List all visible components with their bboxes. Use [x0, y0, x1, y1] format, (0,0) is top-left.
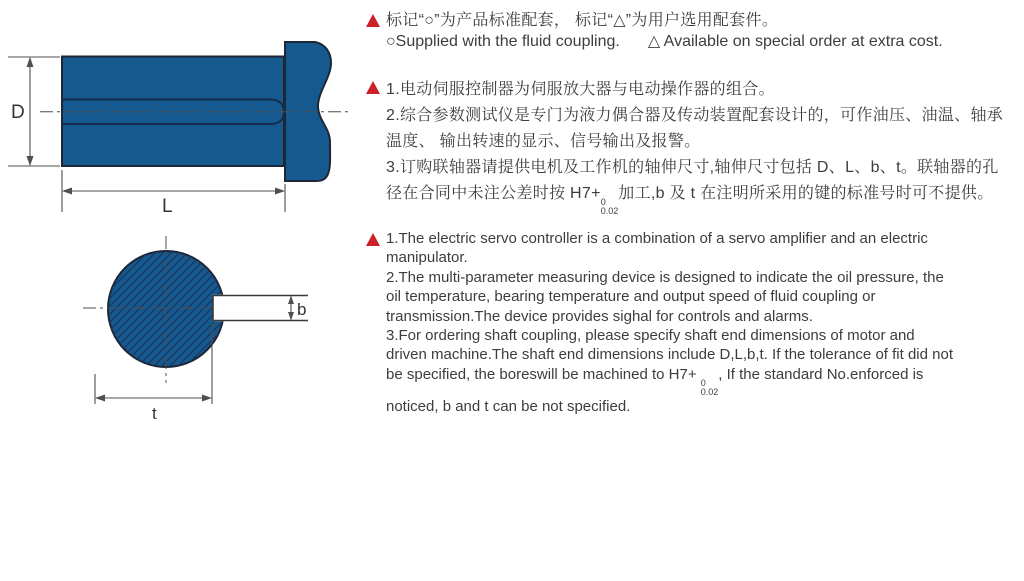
tolerance-stack: [701, 379, 719, 397]
l-arrow-left: [62, 188, 72, 195]
en-note-line-8: [386, 365, 1018, 397]
en-note-line-7: driven machine.The shaft end dimensions include D,L,b,t. If the tolerance of fit did not: [386, 346, 953, 364]
t-arrow-left: [95, 395, 105, 402]
en-note-line-3: 2.The multi-parameter measuring device is designed to indicate the oil pressure, the: [386, 268, 944, 286]
en-note-line-6: 3.For ordering shaft coupling, please specify shaft end dimensions of motor and: [386, 327, 915, 345]
legend-block: [366, 10, 1018, 52]
dimension-label-d: D: [11, 102, 25, 123]
notes-english: [366, 229, 1018, 416]
dimension-label-b: b: [297, 300, 307, 319]
legend-optional-text: △ Available on special order at extra cost.: [647, 33, 943, 50]
red-triangle-icon: [366, 233, 380, 246]
zh-note-line-5-post: 加工,b 及 t 在注明所采用的键的标准号时可不提供。: [618, 185, 994, 202]
dimension-label-t: t: [152, 404, 157, 423]
zh-note-line-2: 2.综合参数测试仪是专门为液力偶合器及传动装置配套设计的，可作油压、油温、轴承: [386, 107, 1004, 124]
tolerance-stack: [601, 198, 619, 216]
shaft-drawing-svg: [0, 0, 360, 440]
tolerance-sub: 0.02: [600, 206, 619, 216]
zh-note-line-3: 温度、 输出转速的显示、信号输出及报警。: [386, 133, 701, 150]
tolerance-sub: 0.02: [700, 386, 719, 397]
shaft-dimension-drawing: [0, 0, 360, 440]
en-note-line-8-post: , If the standard No.enforced is: [718, 365, 924, 383]
en-note-line-2: manipulator.: [386, 249, 468, 267]
notes-chinese: [366, 77, 1018, 216]
legend-row-en: [366, 31, 1018, 52]
legend-row-zh: [366, 10, 1018, 31]
d-arrow-down: [27, 156, 34, 166]
red-triangle-icon: [366, 14, 380, 27]
en-note-row-1: [366, 229, 1018, 416]
d-arrow-up: [27, 57, 34, 67]
dimension-label-l: L: [162, 196, 173, 217]
l-arrow-right: [275, 188, 285, 195]
zh-note-line-4: 3.订购联轴器请提供电机及工作机的轴伸尺寸,轴伸尺寸包括 D、L、b、t。联轴器的孔: [386, 159, 999, 176]
zh-note-line-5-pre: 径在合同中未注公差时按 H7+: [386, 185, 601, 202]
tolerance-sup: 0: [600, 197, 606, 207]
en-note-line-4: oil temperature, bearing temperature and output speed of fluid coupling or: [386, 288, 876, 306]
t-arrow-right: [202, 395, 212, 402]
legend-text-zh: 标记“○”为产品标准配套， 标记“△”为用户选用配套件。: [386, 12, 779, 29]
en-note-line-5: transmission.The device provides sighal for controls and alarms.: [386, 307, 813, 325]
en-note-line-9: noticed, b and t can be not specified.: [386, 397, 631, 415]
en-note-line-8-pre: be specified, the boreswill be machined to H7+: [386, 365, 701, 383]
legend-supplied-text: ○Supplied with the fluid coupling.: [386, 33, 620, 50]
keyway-notch: [213, 295, 310, 322]
en-note-line-1: 1.The electric servo controller is a combination of a servo amplifier and an electric: [386, 230, 928, 247]
red-triangle-icon: [366, 81, 380, 94]
zh-note-row-1: [366, 77, 1018, 216]
tolerance-sup: 0: [700, 377, 706, 388]
zh-note-line-5: [386, 181, 1018, 216]
zh-note-line-1: 1.电动伺服控制器为伺服放大器与电动操作器的组合。: [386, 81, 775, 98]
